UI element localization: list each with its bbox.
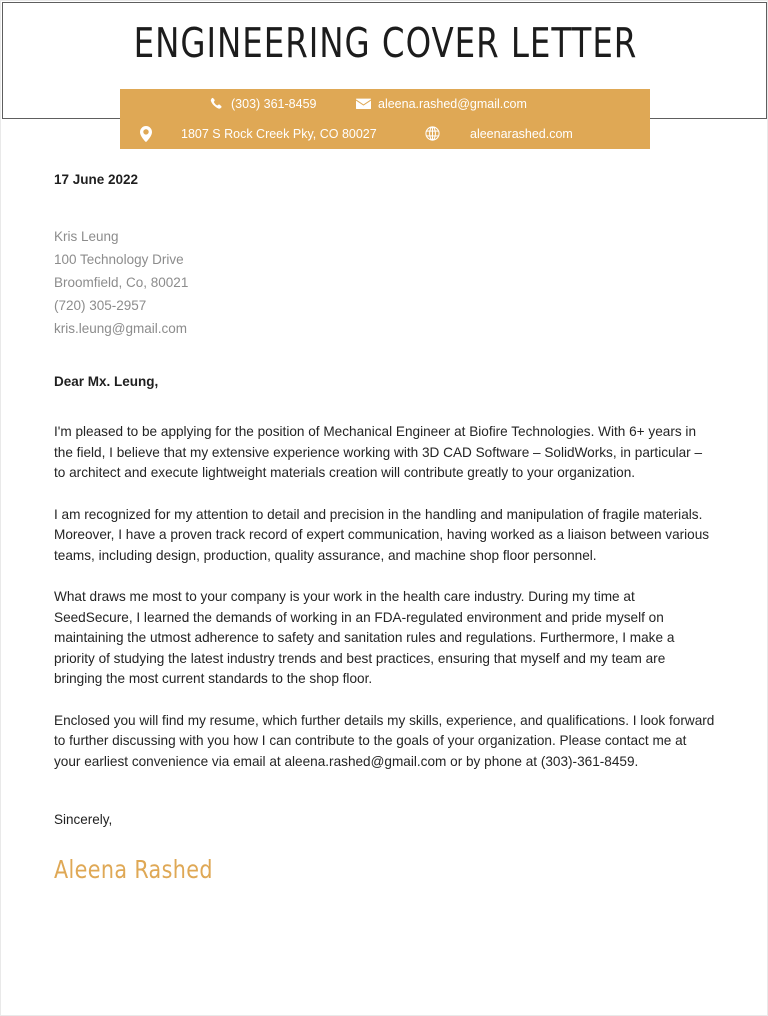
closing-salutation: Sincerely, [54, 812, 113, 827]
recipient-line: Kris Leung [54, 229, 119, 244]
recipient-line: kris.leung@gmail.com [54, 321, 187, 336]
closing-block [54, 811, 716, 885]
signature-name: Aleena Rashed [54, 855, 213, 884]
contact-address-value: 1807 S Rock Creek Pky, CO 80027 [181, 126, 377, 141]
recipient-address-block [54, 225, 716, 340]
letter-paragraph: What draws me most to your company is your work in the health care industry. During my time at SeedSecure, I learned the demands of working in an FDA-regulated environment and pride myself on maintaining the utmost adherence to safety and sanitation rules and regulations. Furthermore, I make a priority of studying the latest industry trends and best practices, ensuring that myself and my team are bringing the most current standards to the shop floor. [54, 589, 675, 686]
recipient-line: (720) 305-2957 [54, 298, 147, 313]
letter-paragraph: I'm pleased to be applying for the position of Mechanical Engineer at Biofire Technologies. With 6+ years in the field, I believe that my extensive experience working with 3D CAD Software – SolidWorks, in particular – to architect and execute lightweight materials creation will contribute greatly to your organization. [54, 424, 703, 480]
contact-phone-value: (303) 361-8459 [231, 96, 317, 111]
globe-icon [425, 126, 440, 141]
contact-website-value: aleenarashed.com [470, 126, 573, 141]
contact-info-band [120, 89, 650, 149]
letter-paragraph: I am recognized for my attention to detail and precision in the handling and manipulation of fragile materials. Moreover, I have a proven track record of expert communication, having worked as a liaison between various teams, including design, production, quality assurance, and machine shop floor personnel. [54, 506, 710, 563]
contact-address [138, 126, 377, 141]
phone-icon [209, 96, 224, 111]
recipient-line: 100 Technology Drive [54, 252, 184, 267]
envelope-icon [356, 96, 371, 111]
contact-phone[interactable] [209, 96, 316, 111]
letter-body [54, 171, 716, 885]
contact-email-value: aleena.rashed@gmail.com [378, 96, 527, 111]
contact-website[interactable] [425, 126, 573, 141]
salutation: Dear Mx. Leung, [54, 374, 159, 389]
page-title: ENGINEERING COVER LETTER [133, 19, 638, 67]
letter-date: 17 June 2022 [54, 172, 139, 187]
contact-email[interactable] [356, 96, 527, 111]
recipient-line: Broomfield, Co, 80021 [54, 275, 189, 290]
map-pin-icon [138, 126, 153, 141]
letter-paragraph: Enclosed you will find my resume, which further details my skills, experience, and qualifications. I look forward to further discussing with you how I can contribute to the goals of your organization. Please contact me at your earliest convenience via email at aleena.rashed@gmail.com or by phone at (303)-361-8459. [54, 712, 715, 769]
